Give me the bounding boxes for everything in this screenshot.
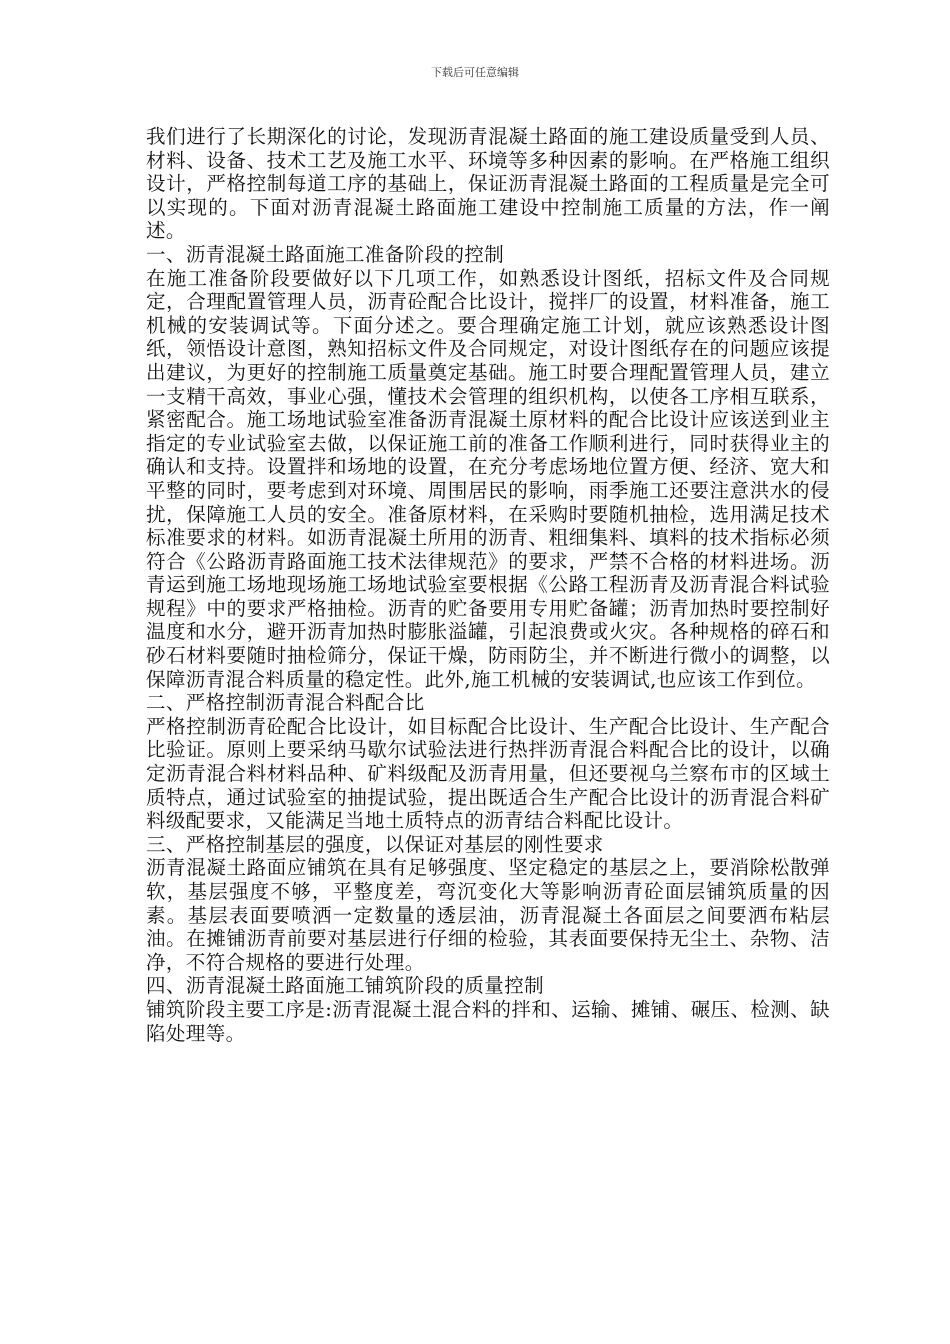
intro-paragraph: 我们进行了长期深化的讨论，发现沥青混凝土路面的施工建设质量受到人员、材料、设备、技术工艺及施工水平、环境等多种因素的影响。在严格施工组织设计，严格控制每道工序的基础上，保证沥青混凝土路面的工程质量是完全可以实现的。下面对沥青混凝土路面施工建设中控制施工质量的方法，作一阐述。	[146, 125, 830, 243]
section-text-3: 沥青混凝土路面应铺筑在具有足够强度、坚定稳定的基层之上，要消除松散弹软，基层强度不够，平整度差，弯沉变化大等影响沥青砼面层铺筑质量的因素。基层表面要喷洒一定数量的透层油，沥青混凝土各面层之间要洒布粘层油。在摊铺沥青前要对基层进行仔细的检验，其表面要保持无尘土、杂物、洁净，不符合规格的要进行处理。	[146, 856, 830, 974]
page-header-note: 下载后可任意编辑	[431, 66, 519, 79]
section-heading-2: 二、严格控制沥青混合料配合比	[146, 691, 425, 715]
section-heading-4: 四、沥青混凝土路面施工铺筑阶段的质量控制	[146, 974, 545, 998]
section-heading-1: 一、沥青混凝土路面施工准备阶段的控制	[146, 242, 505, 266]
document-body	[146, 125, 830, 1045]
section-text-1: 在施工准备阶段要做好以下几项工作，如熟悉设计图纸，招标文件及合同规定，合理配置管理人员，沥青砼配合比设计，搅拌厂的设置，材料准备，施工机械的安装调试等。下面分述之。要合理确定施工计划，就应该熟悉设计图纸，领悟设计意图，熟知招标文件及合同规定，对设计图纸存在的问题应该提出建议，为更好的控制施工质量奠定基础。施工时要合理配置管理人员，建立一支精干高效，事业心强，懂技术会管理的组织机构，以使各工序相互联系，紧密配合。施工场地试验室准备沥青混凝土原材料的配合比设计应该送到业主指定的专业试验室去做，以保证施工前的准备工作顺利进行，同时获得业主的确认和支持。设置拌和场地的设置，在充分考虑场地位置方便、经济、宽大和平整的同时，要考虑到对环境、周围居民的影响，雨季施工还要注意洪水的侵扰，保障施工人员的安全。准备原材料，在采购时要随机抽检，选用满足技术标准要求的材料。如沥青混凝土所用的沥青、粗细集料、填料的技术指标必须符合《公路沥青路面施工技术法律规范》的要求，严禁不合格的材料进场。沥青运到施工场地现场施工场地试验室要根据《公路工程沥青及沥青混合料试验规程》中的要求严格抽检。沥青的贮备要用专用贮备罐；沥青加热时要控制好温度和水分，避开沥青加热时膨胀溢罐，引起浪费或火灾。各种规格的碎石和砂石材料要随时抽检筛分，保证干燥，防雨防尘，并不断进行微小的调整，以保障沥青混合料质量的稳定性。此外,施工机械的安装调试,也应该工作到位。	[146, 266, 830, 691]
section-text-4: 铺筑阶段主要工序是:沥青混凝土混合料的拌和、运输、摊铺、碾压、检测、缺陷处理等。	[146, 997, 830, 1045]
section-text-2: 严格控制沥青砼配合比设计，如目标配合比设计、生产配合比设计、生产配合比验证。原则上要采纳马歇尔试验法进行热拌沥青混合料配合比的设计，以确定沥青混合料材料品种、矿料级配及沥青用量，但还要视乌兰察布市的区域土质特点，通过试验室的抽提试验，提出既适合生产配合比设计的沥青混合料矿料级配要求，又能满足当地土质特点的沥青结合料配比设计。	[146, 714, 830, 833]
section-heading-3: 三、严格控制基层的强度，以保证对基层的刚性要求	[146, 832, 604, 856]
